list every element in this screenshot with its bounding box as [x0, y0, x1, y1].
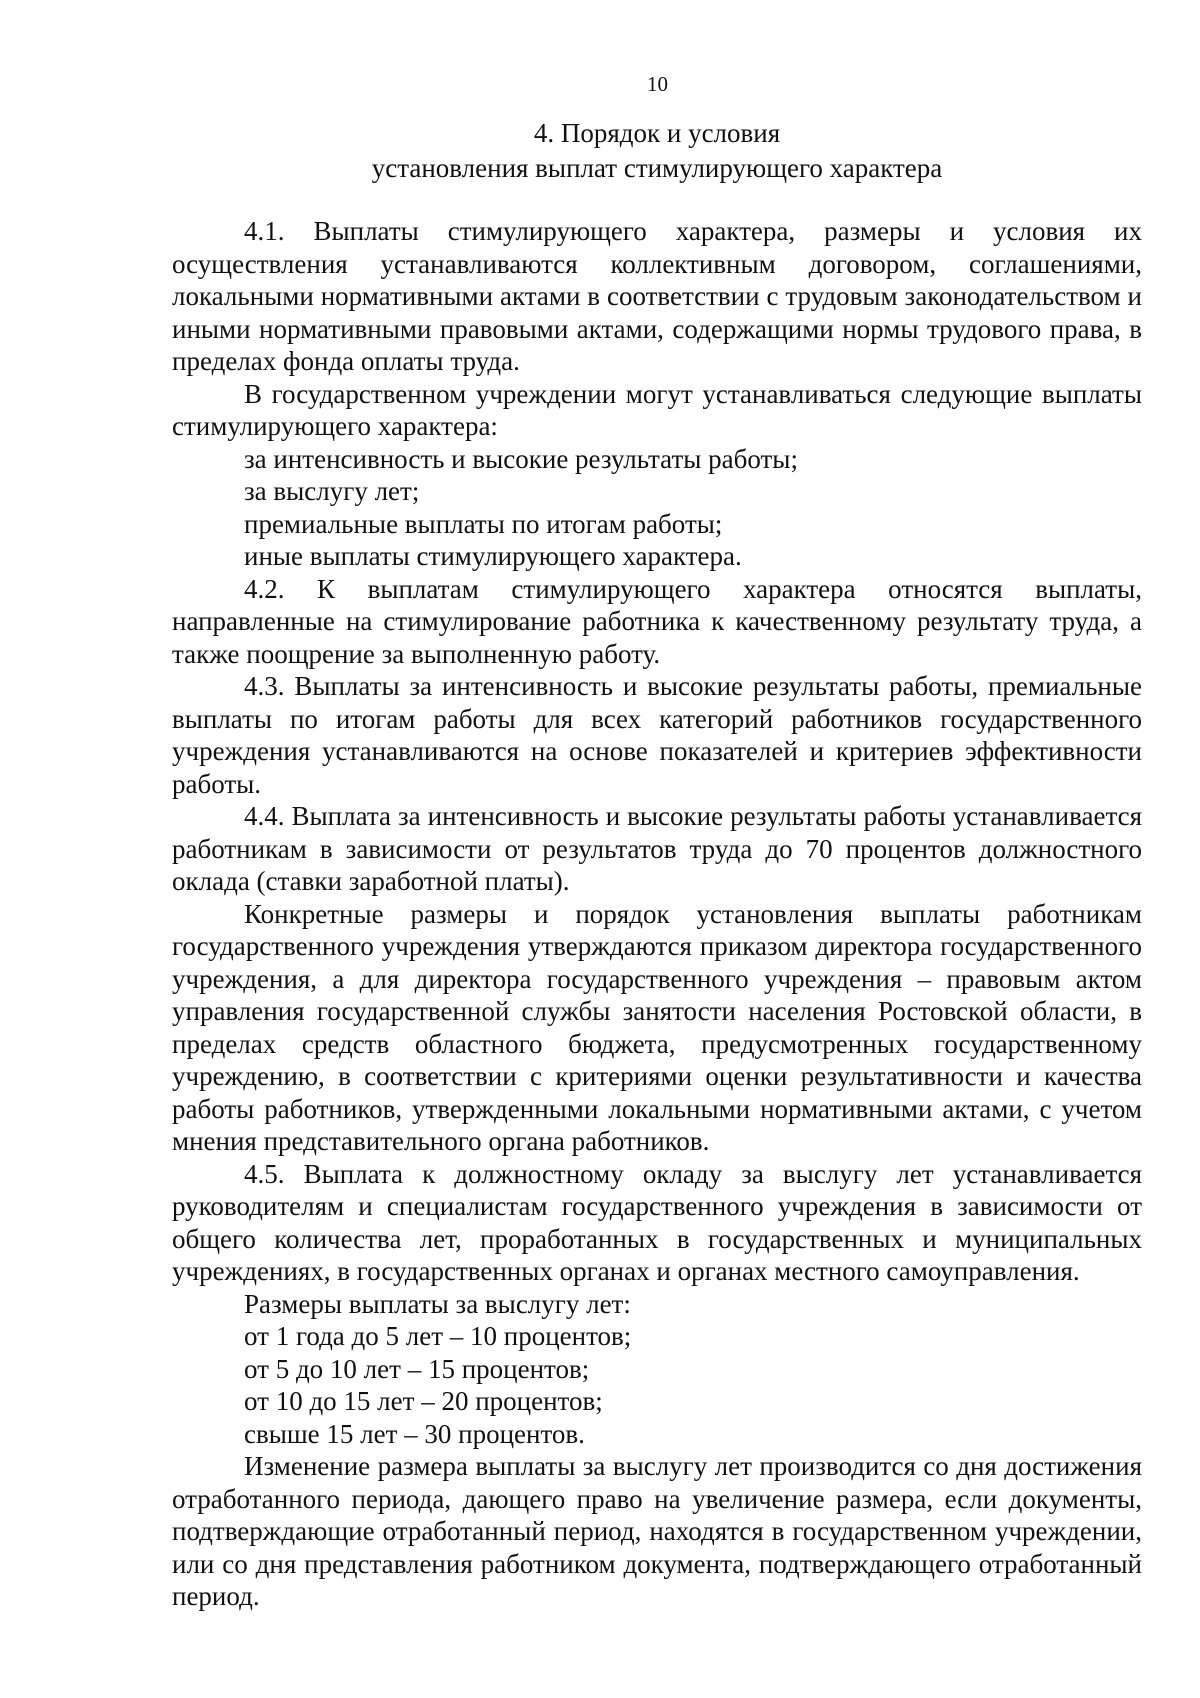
paragraph-4-3: 4.3. Выплаты за интенсивность и высокие результаты работы, премиальные выплаты по итогам работы для всех категорий работников государственного учреждения устанавливаются на основе показателей и критериев эффективности работы.: [172, 671, 1142, 799]
paragraph-size-change: Изменение размера выплаты за выслугу лет производится со дня достижения отработанного периода, дающего право на увеличение размера, если документы, подтверждающие отработанный период, находятся в государственном учреждении, или со дня представления работником документа, подтверждающего отработанный период.: [172, 1451, 1142, 1611]
list-item: за интенсивность и высокие результаты работы;: [244, 443, 798, 474]
list-item: иные выплаты стимулирующего характера.: [244, 541, 742, 571]
list-item: премиальные выплаты по итогам работы;: [244, 508, 723, 539]
paragraph-4-1: 4.1. Выплаты стимулирующего характера, размеры и условия их осуществления устанавливаются коллективным договором, соглашениями, локальными нормативными актами в соответствии с трудовым законодательством и иными нормативными правовыми актами, содержащими нормы трудового права, в пределах фонда оплаты труда.: [172, 216, 1142, 376]
list-item: от 10 до 15 лет – 20 процентов;: [244, 1386, 603, 1416]
list-heading: Размеры выплаты за выслугу лет:: [244, 1288, 631, 1319]
paragraph-4-5: 4.5. Выплата к должностному окладу за выслугу лет устанавливается руководителям и специалистам государственного учреждения в зависимости от общего количества лет, проработанных в государственных и муниципальных учреждениях, в государственных органах и органах местного самоуправления.: [172, 1158, 1142, 1286]
document-body: [172, 215, 1142, 1613]
paragraph-specific-sizes: Конкретные размеры и порядок установления выплаты работникам государственного учреждения утверждаются приказом директора государственного учреждения, а для директора государственного учреждения – правовым актом управления государственной службы занятости населения Ростовской области, в пределах средств областного бюджета, предусмотренных государственному учреждению, в соответствии с критериями оценки результативности и качества работы работников, утвержденными локальными нормативными актами, с учетом мнения представительного органа работников.: [172, 898, 1142, 1156]
page-number: 10: [647, 72, 668, 96]
list-item: от 1 года до 5 лет – 10 процентов;: [244, 1321, 632, 1351]
paragraph-4-2: 4.2. К выплатам стимулирующего характера относятся выплаты, направленные на стимулирование работника к качественному результату труда, а также поощрение за выполненную работу.: [172, 573, 1142, 669]
section-heading: [172, 116, 1142, 186]
section-heading-line-1: 4. Порядок и условия: [533, 118, 781, 148]
list-item: свыше 15 лет – 30 процентов.: [244, 1418, 585, 1449]
list-item: за выслугу лет;: [244, 476, 420, 506]
list-item: от 5 до 10 лет – 15 процентов;: [244, 1353, 590, 1384]
paragraph-4-4: 4.4. Выплата за интенсивность и высокие результаты работы устанавливается работникам в зависимости от результатов труда до 70 процентов должностного оклада (ставки заработной платы).: [172, 801, 1142, 896]
paragraph-intro-list: В государственном учреждении могут устанавливаться следующие выплаты стимулирующего характера:: [172, 378, 1142, 441]
section-heading-line-2: установления выплат стимулирующего характера: [371, 153, 943, 183]
